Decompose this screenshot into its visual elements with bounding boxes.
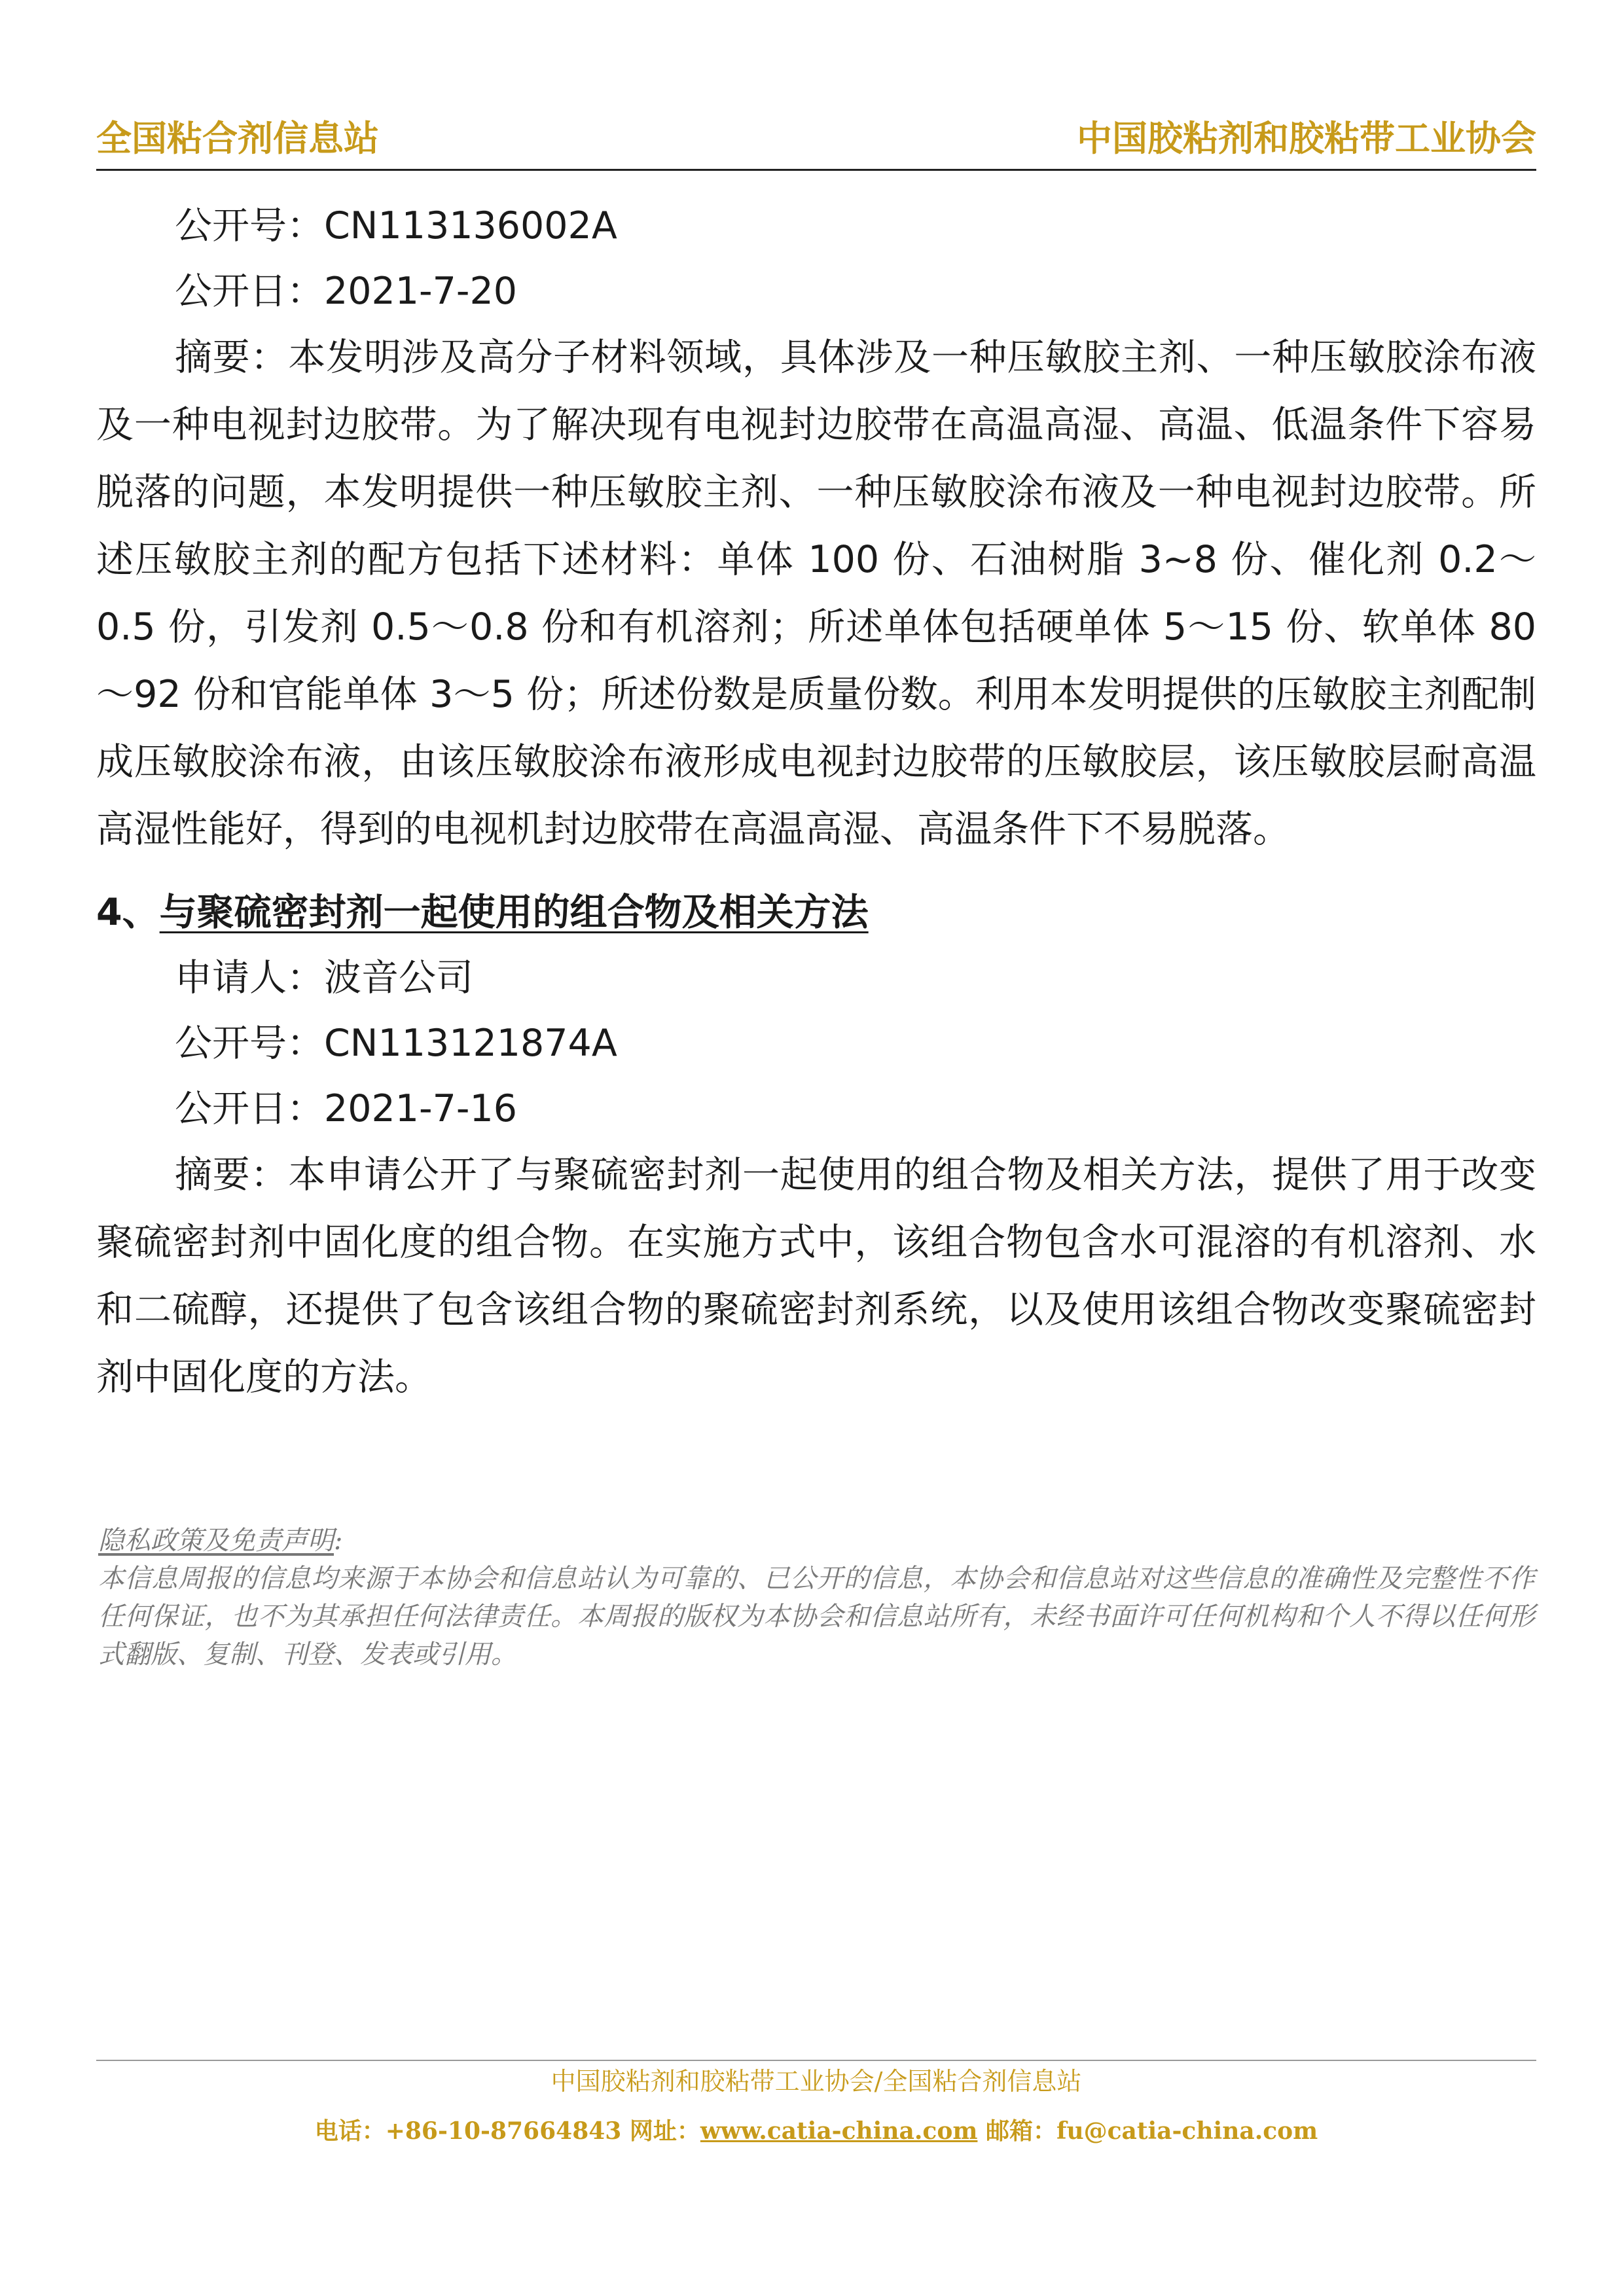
disclaimer-heading — [98, 1522, 1535, 1560]
disclaimer-colon: : — [334, 1526, 343, 1556]
main-content — [96, 193, 1536, 1411]
entry4-pub-date: 公开日：2021-7-16 — [175, 1087, 517, 1130]
page-header — [96, 110, 1536, 171]
disclaimer — [98, 1522, 1535, 1674]
footer-phone: 电话：+86-10-87664843 网址： — [314, 2117, 700, 2145]
footer-org: 中国胶粘剂和胶粘带工业协会/全国粘合剂信息站 — [550, 2067, 1082, 2096]
entry4-number: 4、 — [96, 891, 160, 934]
entry3-pub-no: 公开号：CN113136002A — [175, 204, 617, 247]
entry4-title: 与聚硫密封剂一起使用的组合物及相关方法 — [159, 891, 869, 934]
entry4-applicant: 申请人：波音公司 — [175, 956, 473, 999]
header-association-name: 中国胶粘剂和胶粘带工业协会 — [1077, 117, 1536, 159]
entry4-abstract: 摘要：本申请公开了与聚硫密封剂一起使用的组合物及相关方法，提供了用于改变聚硫密封剂中固化度的组合物。在实施方式中，该组合物包含水可混溶的有机溶剂、水和二硫醇，还提供了包含该组合物的聚硫密封剂系统，以及使用该组合物改变聚硫密封剂中固化度的方法。 — [96, 1153, 1536, 1399]
disclaimer-title: 隐私政策及免责声明 — [98, 1526, 334, 1556]
footer-divider — [96, 2060, 1536, 2061]
header-site-name: 全国粘合剂信息站 — [96, 117, 379, 159]
disclaimer-body: 本信息周报的信息均来源于本协会和信息站认为可靠的、已公开的信息，本协会和信息站对这些信息的准确性及完整性不作任何保证，也不为其承担任何法律责任。本周报的版权为本协会和信息站所有，未经书面许可任何机构和个人不得以任何形式翻版、复制、刊登、发表或引用。 — [98, 1564, 1535, 1670]
entry4-heading — [96, 880, 1536, 945]
entry4-pub-no: 公开号：CN113121874A — [175, 1022, 617, 1065]
footer-contact — [96, 2113, 1536, 2149]
entry3-abstract: 摘要：本发明涉及高分子材料领域，具体涉及一种压敏胶主剂、一种压敏胶涂布液及一种电视封边胶带。为了解决现有电视封边胶带在高温高湿、高温、低温条件下容易脱落的问题，本发明提供一种压敏胶主剂、一种压敏胶涂布液及一种电视封边胶带。所述压敏胶主剂的配方包括下述材料：单体 100 份、石油树脂 3~8 份、催化剂 0.2～0.5 份，引发剂 0.5～0.8 份和有机溶剂；所述单体包括硬单体 5～15 份、软单体 80～92 份和官能单体 3～5 份；所述份数是质量份数。利用本发明提供的压敏胶主剂配制成压敏胶涂布液，由该压敏胶涂布液形成电视封边胶带的压敏胶层，该压敏胶层耐高温高湿性能好，得到的电视机封边胶带在高温高湿、高温条件下不易脱落。 — [96, 336, 1536, 851]
footer-email: 邮箱：fu@catia-china.com — [977, 2117, 1318, 2145]
footer-website-link[interactable]: www.catia-china.com — [700, 2117, 978, 2145]
entry3-pub-date: 公开日：2021-7-20 — [175, 270, 517, 313]
